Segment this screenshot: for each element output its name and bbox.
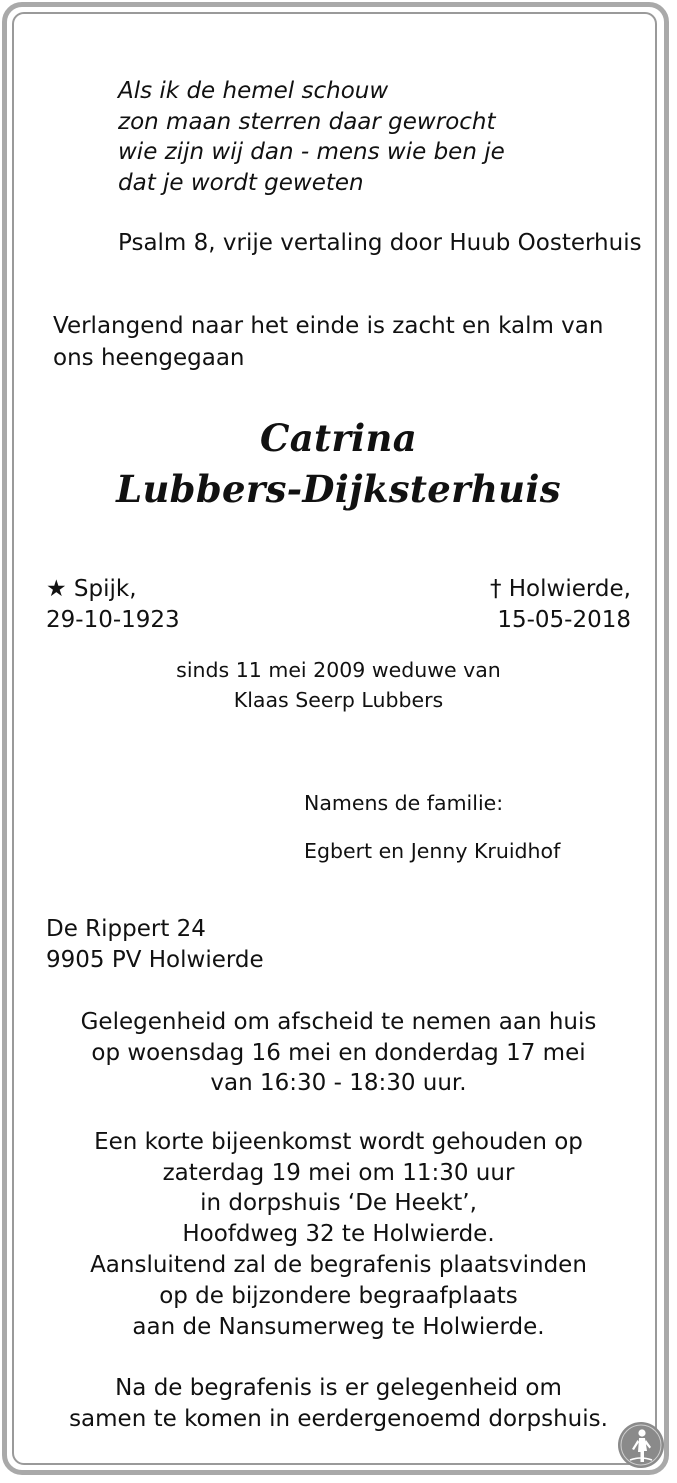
poem-line: Als ik de hemel schouw bbox=[118, 78, 389, 104]
birth-place: ★ Spijk, bbox=[46, 576, 137, 602]
gathering-line: in dorpshuis ‘De Heekt’, bbox=[200, 1190, 477, 1216]
address-street: De Rippert 24 bbox=[46, 916, 206, 942]
poem bbox=[118, 76, 505, 198]
death-date: 15-05-2018 bbox=[497, 607, 631, 633]
intro-line: Verlangend naar het einde is zacht en kalm van bbox=[53, 313, 604, 339]
intro-line: ons heengegaan bbox=[53, 345, 245, 371]
gathering-line: zaterdag 19 mei om 11:30 uur bbox=[162, 1160, 515, 1186]
gathering-line: op de bijzondere begraafplaats bbox=[159, 1283, 518, 1309]
deceased-first-name: Catrina bbox=[259, 416, 418, 460]
gathering-line: Hoofdweg 32 te Holwierde. bbox=[182, 1221, 495, 1247]
deceased-surname: Lubbers-Dijksterhuis bbox=[116, 467, 561, 511]
gathering-line: aan de Nansumerweg te Holwierde. bbox=[132, 1314, 545, 1340]
poem-line: zon maan sterren daar gewrocht bbox=[118, 108, 496, 135]
poem-line: dat je wordt geweten bbox=[118, 169, 364, 196]
family-label: Namens de familie: bbox=[304, 791, 504, 815]
after-line: Na de begrafenis is er gelegenheid om bbox=[115, 1375, 562, 1401]
farewell-line: van 16:30 - 18:30 uur. bbox=[210, 1070, 467, 1096]
poem-source: Psalm 8, vrije vertaling door Huub Oosterhuis bbox=[118, 230, 642, 256]
family-names: Egbert en Jenny Kruidhof bbox=[304, 839, 561, 863]
birth-date: 29-10-1923 bbox=[46, 607, 180, 633]
death-place: † Holwierde, bbox=[489, 576, 631, 602]
farewell-line: Gelegenheid om afscheid te nemen aan huis bbox=[80, 1009, 597, 1035]
farewell-line: op woensdag 16 mei en donderdag 17 mei bbox=[91, 1040, 586, 1066]
person-logo-icon bbox=[617, 1421, 665, 1469]
widow-name: Klaas Seerp Lubbers bbox=[233, 688, 444, 712]
poem-line: wie zijn wij dan - mens wie ben je bbox=[118, 139, 505, 165]
gathering-line: Aansluitend zal de begrafenis plaatsvinden bbox=[90, 1252, 587, 1278]
after-line: samen te komen in eerdergenoemd dorpshuis. bbox=[69, 1406, 608, 1432]
widow-line: sinds 11 mei 2009 weduwe van bbox=[176, 658, 501, 682]
gathering-line: Een korte bijeenkomst wordt gehouden op bbox=[94, 1129, 583, 1155]
address-city: 9905 PV Holwierde bbox=[46, 947, 264, 973]
